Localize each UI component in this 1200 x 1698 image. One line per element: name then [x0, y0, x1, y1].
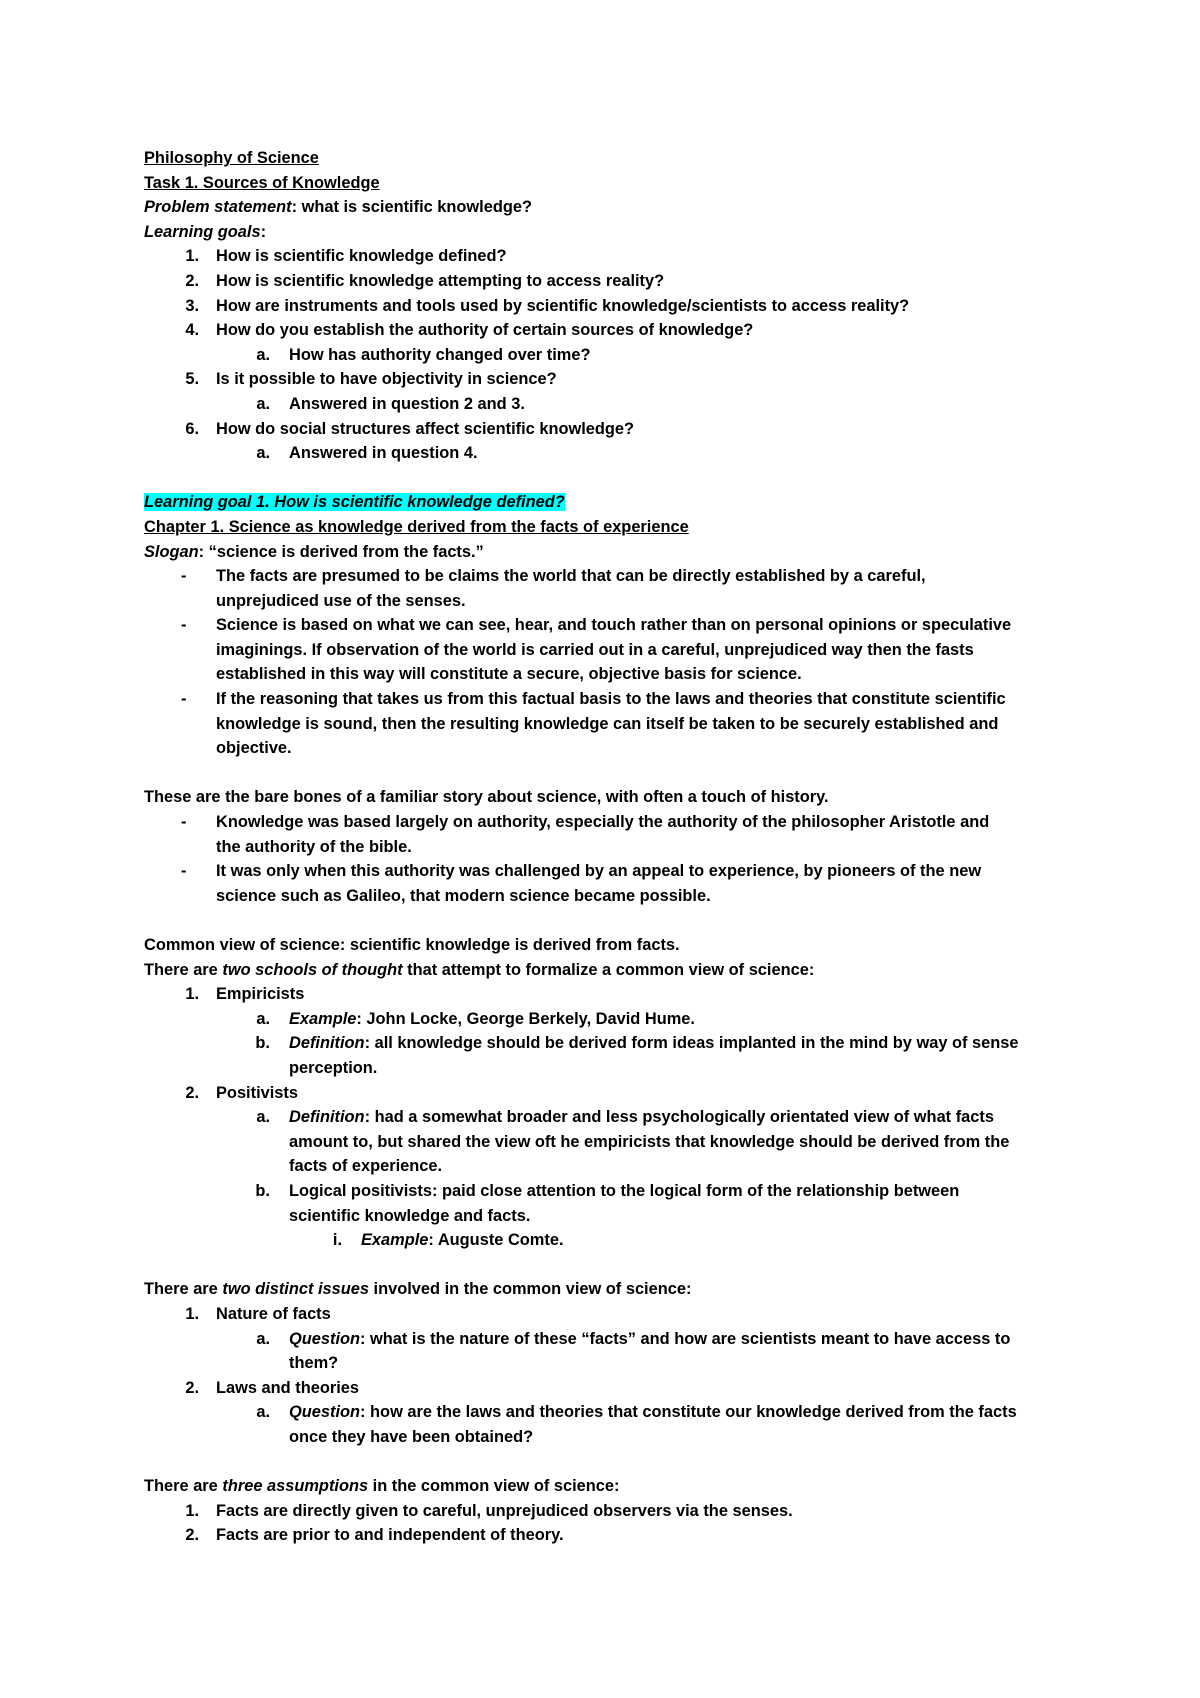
learning-goal-1-heading: Learning goal 1. How is scientific knowledge defined?	[144, 493, 565, 512]
list-item: a. Answered in question 4.	[256, 444, 478, 463]
list-item: 3. How are instruments and tools used by scientific knowledge/scientists to access reality?	[185, 296, 910, 315]
list-item: - It was only when this authority was challenged by an appeal to experience, by pioneers of the new science such as Galileo, that modern science became possible.	[181, 862, 982, 905]
problem-text: : what is scientific knowledge?	[291, 198, 533, 217]
assumptions-paragraph: There are three assumptions in the common view of science:	[144, 1477, 620, 1496]
list-item: 5. Is it possible to have objectivity in science?	[185, 370, 557, 389]
list-item: 2. Positivists	[185, 1083, 298, 1102]
issues-paragraph: There are two distinct issues involved in the common view of science:	[144, 1280, 692, 1299]
list-item: 6. How do social structures affect scientific knowledge?	[185, 419, 635, 438]
common-view-paragraph: Common view of science: scientific knowledge is derived from facts.	[144, 936, 680, 954]
list-item: 1. Facts are directly given to careful, unprejudiced observers via the senses.	[185, 1501, 793, 1520]
list-item: a. Question: what is the nature of these “facts” and how are scientists meant to have access to them?	[256, 1329, 1011, 1373]
list-item: b. Logical positivists: paid close attention to the logical form of the relationship between scientific knowledge and facts.	[255, 1181, 960, 1225]
learning-goals-label: Learning goals:	[144, 222, 267, 241]
list-item: a. Definition: had a somewhat broader and less psychologically orientated view of what facts amount to, but shared the view oft he empiricists that knowledge should be derived from the facts of experience.	[256, 1108, 1010, 1176]
list-item: 1. Nature of facts	[185, 1304, 331, 1323]
list-item: 2. Laws and theories	[185, 1378, 360, 1397]
list-item: a. How has authority changed over time?	[256, 345, 591, 364]
bare-bones-paragraph: These are the bare bones of a familiar story about science, with often a touch of history.	[144, 788, 829, 807]
schools-paragraph: There are two schools of thought that attempt to formalize a common view of science:	[144, 960, 815, 979]
list-item: - If the reasoning that takes us from this factual basis to the laws and theories that constitute scientific knowledge is sound, then the resulting knowledge can itself be taken to be securely established and objective.	[181, 690, 1006, 758]
list-item: - Science is based on what we can see, hear, and touch rather than on personal opinions or speculative imaginings. If observation of the world is carried out in a careful, unprejudiced way then the fasts established in this way will constitute a secure, objective basis for science.	[181, 616, 1012, 684]
list-item: - The facts are presumed to be claims the world that can be directly established by a careful, unprejudiced use of the senses.	[181, 567, 926, 610]
task-heading: Task 1. Sources of Knowledge	[144, 173, 380, 192]
problem-statement	[144, 195, 1080, 220]
list-item: a. Question: how are the laws and theories that constitute our knowledge derived from the facts once they have been obtained?	[256, 1403, 1017, 1446]
list-item: 4. How do you establish the authority of certain sources of knowledge?	[185, 321, 754, 340]
list-item: - Knowledge was based largely on authority, especially the authority of the philosopher Aristotle and the authority of the bible.	[181, 813, 990, 856]
list-item: i. Example: Auguste Comte.	[332, 1231, 564, 1250]
list-item: b. Definition: all knowledge should be derived form ideas implanted in the mind by way of sense perception.	[255, 1034, 1019, 1077]
doc-title: Philosophy of Science	[144, 149, 319, 167]
list-item: a. Answered in question 2 and 3.	[256, 394, 525, 413]
list-item: 2. How is scientific knowledge attempting to access reality?	[185, 271, 665, 290]
list-item: a. Example: John Locke, George Berkely, David Hume.	[256, 1009, 695, 1028]
list-item: 2. Facts are prior to and independent of theory.	[185, 1526, 564, 1545]
chapter-1-heading: Chapter 1. Science as knowledge derived from the facts of experience	[144, 517, 689, 536]
problem-label: Problem statement	[144, 198, 292, 217]
list-item: 1. How is scientific knowledge defined?	[185, 247, 507, 266]
list-item: 1. Empiricists	[185, 985, 305, 1004]
slogan: Slogan: “science is derived from the facts.”	[144, 542, 484, 561]
